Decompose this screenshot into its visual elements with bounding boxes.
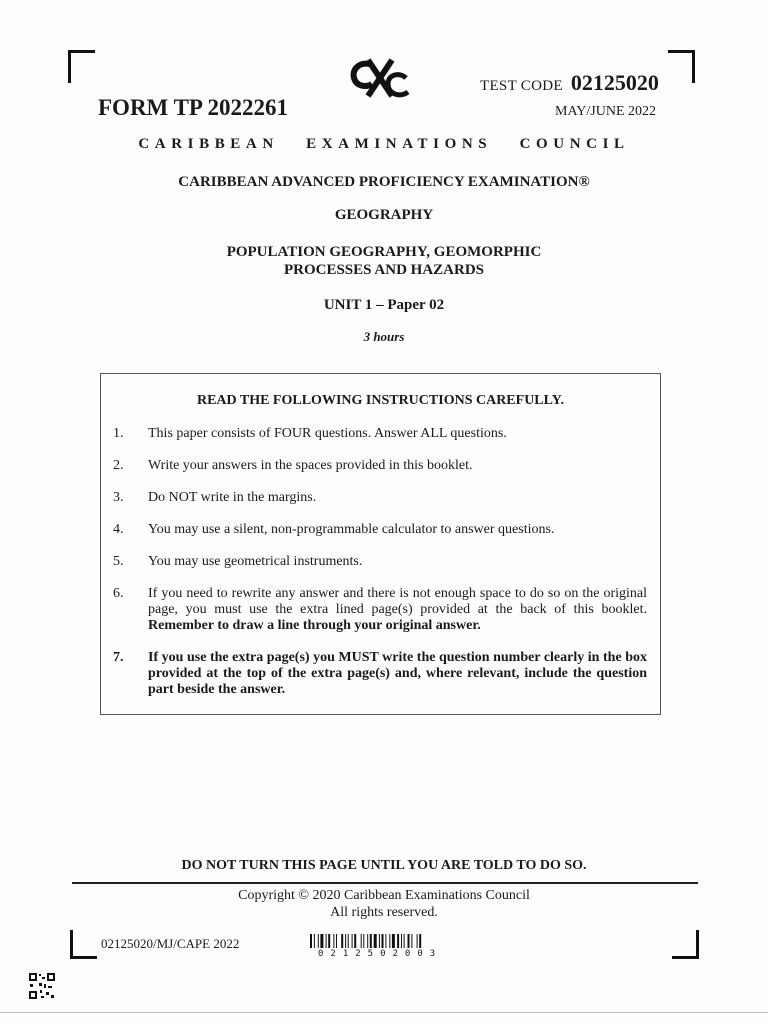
exam-session: MAY/JUNE 2022 — [555, 104, 656, 119]
instruction-text: Do NOT write in the margins. — [148, 490, 317, 505]
instruction-number: 4. — [113, 522, 124, 537]
registration-mark-bottom-right — [672, 930, 699, 959]
barcode-digits: 0212502003 — [318, 949, 443, 959]
instruction-text: If you use the extra page(s) you MUST write the question number clearly in the box provided at the top of the extra page(s) and, where relevant, include the question part beside the answer. — [148, 650, 647, 697]
form-code: FORM TP 2022261 — [98, 95, 288, 120]
test-code — [480, 70, 659, 96]
instruction-text: You may use geometrical instruments. — [148, 554, 363, 569]
registration-mark-bottom-left — [70, 930, 97, 959]
council-name: CARIBBEAN EXAMINATIONS COUNCIL — [138, 136, 630, 152]
instruction-item — [113, 586, 647, 634]
instruction-text: Write your answers in the spaces provided in this booklet. — [148, 458, 473, 473]
instruction-number: 5. — [113, 554, 124, 569]
instruction-item — [113, 522, 647, 538]
test-code-value: 02125020 — [570, 70, 659, 95]
test-code-label: TEST CODE — [480, 78, 563, 94]
instructions-list — [113, 426, 647, 714]
module-title-line-1: POPULATION GEOGRAPHY, GEOMORPHIC — [226, 244, 542, 260]
module-title — [0, 243, 768, 279]
instruction-number: 1. — [113, 426, 124, 441]
copyright-notice: Copyright © 2020 Caribbean Examinations Council — [238, 888, 530, 903]
instruction-item — [113, 650, 647, 698]
instruction-number: 2. — [113, 458, 124, 473]
page-edge-line — [0, 1012, 768, 1013]
do-not-turn-warning: DO NOT TURN THIS PAGE UNTIL YOU ARE TOLD TO DO SO. — [181, 858, 587, 873]
exam-name: CARIBBEAN ADVANCED PROFICIENCY EXAMINATION® — [178, 174, 590, 190]
exam-duration: 3 hours — [363, 329, 405, 344]
instruction-item — [113, 426, 647, 442]
paper-code: 02125020/MJ/CAPE 2022 — [101, 936, 240, 951]
instructions-heading: READ THE FOLLOWING INSTRUCTIONS CAREFULLY. — [196, 393, 565, 408]
rights-reserved: All rights reserved. — [330, 905, 438, 920]
instruction-item — [113, 490, 647, 506]
instruction-item — [113, 554, 647, 570]
unit-paper: UNIT 1 – Paper 02 — [323, 297, 445, 313]
instructions-box — [100, 373, 661, 715]
instruction-emphasis: Remember to draw a line through your original answer. — [148, 618, 481, 633]
footer-divider — [72, 882, 698, 884]
instruction-number: 7. — [113, 650, 124, 665]
registration-mark-top-right — [668, 50, 695, 83]
instruction-text: If you need to rewrite any answer and there is not enough space to do so on the original page, you must use the extra lined page(s) provided at the back of this booklet. — [148, 586, 647, 617]
instruction-text: You may use a silent, non-programmable calculator to answer questions. — [148, 522, 555, 537]
cxc-logo-icon — [348, 56, 410, 102]
module-title-line-2: PROCESSES AND HAZARDS — [283, 262, 485, 278]
registration-mark-top-left — [68, 50, 95, 83]
instruction-number: 6. — [113, 586, 124, 601]
instruction-item — [113, 458, 647, 474]
qr-code-icon — [28, 972, 56, 1000]
instruction-text: This paper consists of FOUR questions. Answer ALL questions. — [148, 426, 507, 441]
subject-title: GEOGRAPHY — [334, 207, 434, 223]
instruction-number: 3. — [113, 490, 124, 505]
